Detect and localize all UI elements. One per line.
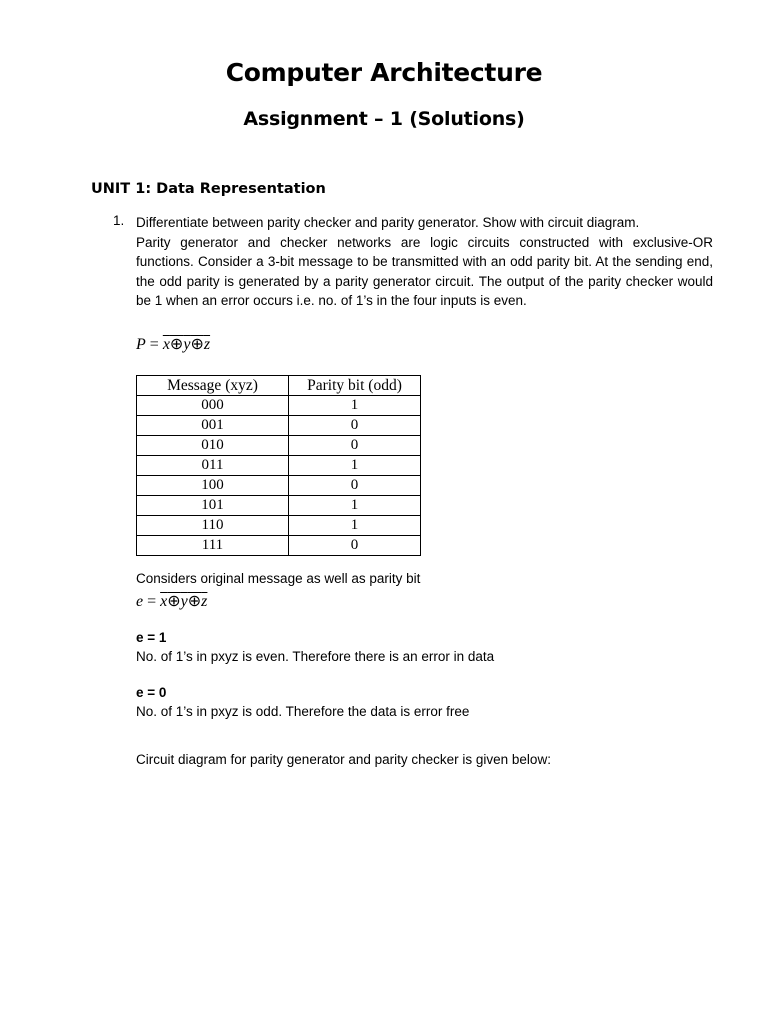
parity-cell: 1 xyxy=(289,396,421,416)
xor-symbol: ⊕ xyxy=(190,336,204,353)
case-e1-label: e = 1 xyxy=(136,630,167,645)
parity-cell: 1 xyxy=(289,456,421,476)
message-cell: 011 xyxy=(137,456,289,476)
xor-symbol: ⊕ xyxy=(169,336,184,353)
message-cell: 111 xyxy=(137,536,289,556)
table-header-row xyxy=(137,376,421,396)
equation-equals: = xyxy=(143,593,161,610)
var-x: x xyxy=(160,593,168,610)
table-row xyxy=(137,536,421,556)
document-subtitle: Assignment – 1 (Solutions) xyxy=(243,108,525,130)
var-x: x xyxy=(162,336,170,353)
table-row xyxy=(137,416,421,436)
message-cell: 010 xyxy=(137,436,289,456)
checker-note: Considers original message as well as parity bit xyxy=(136,571,421,586)
document-title: Computer Architecture xyxy=(225,58,543,87)
message-cell: 001 xyxy=(137,416,289,436)
table-row xyxy=(137,476,421,496)
message-cell: 100 xyxy=(137,476,289,496)
parity-checker-equation xyxy=(136,591,207,611)
parity-generator-equation xyxy=(136,334,210,354)
message-cell: 110 xyxy=(137,516,289,536)
answer-paragraph: Parity generator and checker networks are logic circuits constructed with exclusive-OR functions. Consider a 3-bit message to be transmitted with an odd parity bit. At the sending end, the odd parity is generated by a parity generator circuit. The output of the parity checker would be 1 when an error occurs i.e. no. of 1’s in the four inputs is even. xyxy=(136,234,713,309)
table-row xyxy=(137,456,421,476)
equation-xor-overline xyxy=(163,336,210,353)
parity-cell: 0 xyxy=(289,536,421,556)
table-row xyxy=(137,516,421,536)
parity-cell: 0 xyxy=(289,436,421,456)
var-z: z xyxy=(203,336,211,353)
circuit-note: Circuit diagram for parity generator and parity checker is given below: xyxy=(136,752,551,767)
question-text: Differentiate between parity checker and parity generator. Show with circuit diagram. xyxy=(136,215,640,230)
equation-lhs: e xyxy=(136,593,144,610)
parity-cell: 0 xyxy=(289,416,421,436)
message-cell: 000 xyxy=(137,396,289,416)
equation-lhs: P xyxy=(136,336,146,353)
question-block xyxy=(136,213,713,311)
column-header-message: Message (xyz) xyxy=(137,376,289,396)
question-number: 1. xyxy=(113,213,125,228)
parity-cell: 1 xyxy=(289,516,421,536)
case-e1-text: No. of 1’s in pxyz is even. Therefore there is an error in data xyxy=(136,649,495,664)
var-y: y xyxy=(180,593,188,610)
case-e0-text: No. of 1’s in pxyz is odd. Therefore the data is error free xyxy=(136,704,470,719)
unit-heading: UNIT 1: Data Representation xyxy=(91,181,326,197)
xor-symbol: ⊕ xyxy=(167,593,181,610)
table-row xyxy=(137,396,421,416)
parity-cell: 1 xyxy=(289,496,421,516)
xor-symbol: ⊕ xyxy=(187,593,202,610)
case-e0-label: e = 0 xyxy=(136,685,167,700)
table-row xyxy=(137,496,421,516)
var-y: y xyxy=(183,336,191,353)
column-header-parity: Parity bit (odd) xyxy=(289,376,421,396)
parity-cell: 0 xyxy=(289,476,421,496)
table-row xyxy=(137,436,421,456)
message-cell: 101 xyxy=(137,496,289,516)
parity-truth-table xyxy=(136,375,421,556)
equation-equals: = xyxy=(145,336,163,353)
var-z: z xyxy=(201,593,208,610)
equation-xor-overline xyxy=(160,593,207,610)
